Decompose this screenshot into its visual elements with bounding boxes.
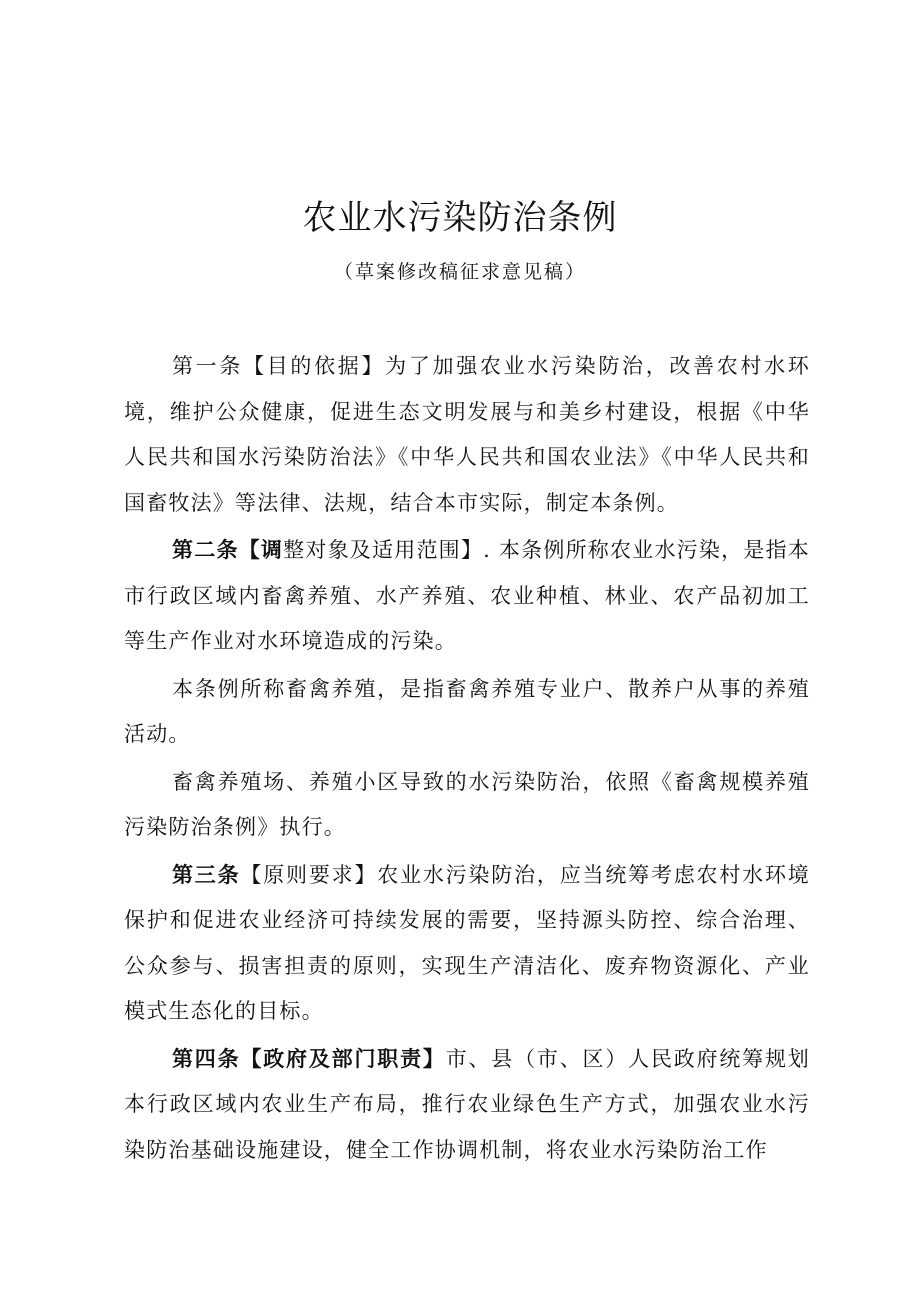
article-3-heading: 第三条: [172, 862, 241, 887]
document-subtitle: （草案修改稿征求意见稿）: [333, 261, 586, 283]
article-4-heading: 第四条: [172, 1046, 241, 1071]
article-2: [124, 528, 810, 665]
article-4-bracket: 【政府及部门职责】: [240, 1046, 446, 1071]
document-body: [124, 344, 810, 1175]
document-title: 农业水污染防治条例: [302, 198, 618, 238]
article-4-text: 市、县（市、区）人民政府统筹规划本行政区域内农业生产布局，推行农业绿色生产方式，加强农业水污染防治基础设施建设，健全工作协调机制，将农业水污染防治工作: [124, 1046, 810, 1162]
article-2-paragraph-2-text: 本条例所称畜禽养殖，是指畜禽养殖专业户、散养户从事的养殖活动。: [124, 676, 810, 746]
article-2-paragraph-2: [124, 667, 810, 758]
article-1-text: 为了加强农业水污染防治，改善农村水环境，维护公众健康，促进生态文明发展与和美乡村建设，根据《中华人民共和国水污染防治法》《中华人民共和国农业法》《中华人民共和国畜牧法》等法律、法规，结合本市实际，制定本条例。: [124, 354, 810, 515]
article-1-heading: 第一条: [172, 354, 244, 378]
article-3: [124, 853, 810, 1035]
article-1-bracket: 【目的依据】: [243, 354, 386, 378]
article-2-heading: 第二条【调: [172, 538, 284, 562]
article-2-paragraph-3-text: 畜禽养殖场、养殖小区导致的水污染防治，依照《畜禽规模养殖污染防治条例》执行。: [124, 769, 810, 839]
article-3-text: 农业水污染防治，应当统筹考虑农村水环境保护和促进农业经济可持续发展的需要，坚持源头防控、综合治理、公众参与、损害担责的原则，实现生产清洁化、废弃物资源化、产业模式生态化的目标。: [124, 862, 810, 1023]
article-2-paragraph-3: [124, 760, 810, 851]
article-4: [124, 1037, 810, 1174]
article-1: [124, 344, 810, 526]
article-2-text: . 本条例所称农业水污染，是指本市行政区域内畜禽养殖、水产养殖、农业种植、林业、农产品初加工等生产作业对水环境造成的污染。: [124, 538, 810, 653]
article-2-bracket: 整对象及适用范围】: [283, 538, 484, 562]
article-3-bracket: 【原则要求】: [240, 862, 378, 887]
